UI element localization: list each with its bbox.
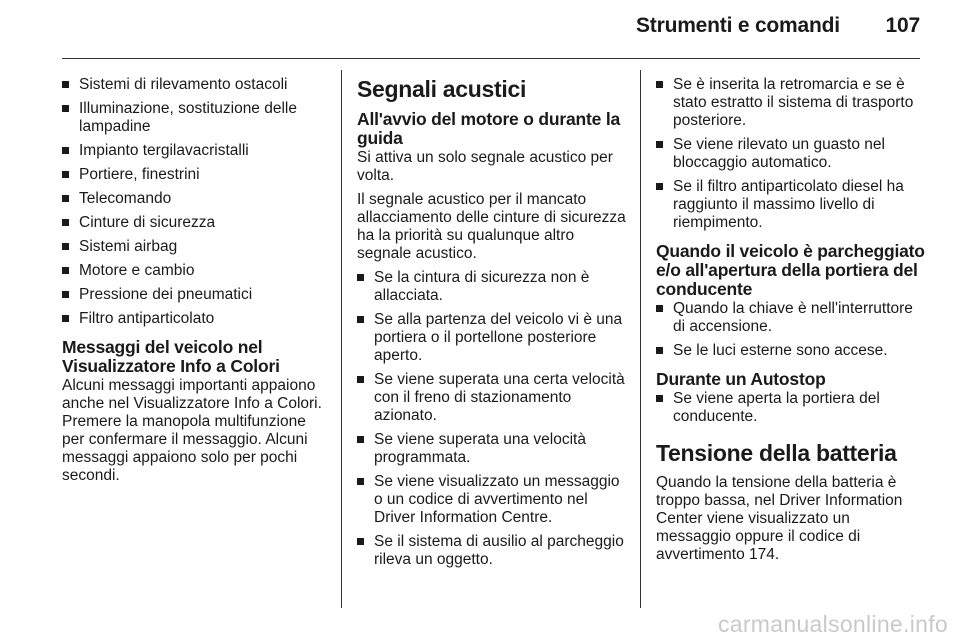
- section-heading: Segnali acustici: [357, 76, 527, 102]
- page-number: 107: [885, 14, 920, 37]
- page-title: Strumenti e comandi: [636, 14, 840, 37]
- list-item: Pressione dei pneumatici: [62, 286, 328, 304]
- column-1: [62, 76, 328, 491]
- list-item: Se è inserita la retromarcia e se è stato estratto il sistema di trasporto posteriore.: [656, 76, 926, 130]
- list-item: Motore e cambio: [62, 262, 328, 280]
- list-item: Filtro antiparticolato: [62, 310, 328, 328]
- subsection-heading: All'avvio del motore o durante la guida: [357, 109, 621, 148]
- header-rule: [62, 58, 920, 59]
- list-item: Telecomando: [62, 190, 328, 208]
- list-item: Sistemi airbag: [62, 238, 328, 256]
- paragraph: Si attiva un solo segnale acustico per volta.: [357, 149, 613, 184]
- list-item: Se il sistema di ausilio al parcheggio rileva un oggetto.: [357, 533, 627, 569]
- list-item: Impianto tergilavacristalli: [62, 142, 328, 160]
- list-item: Portiere, finestrini: [62, 166, 328, 184]
- list-item: Illuminazione, sostituzione delle lampadine: [62, 100, 328, 136]
- list-item: Se viene visualizzato un messaggio o un codice di avvertimento nel Driver Information Centre.: [357, 473, 627, 527]
- page-header: [636, 14, 920, 38]
- column-3: [656, 76, 926, 570]
- list-item: Quando la chiave è nell'interruttore di accensione.: [656, 300, 926, 336]
- list-item: Sistemi di rilevamento ostacoli: [62, 76, 328, 94]
- list-item: Se alla partenza del veicolo vi è una portiera o il portellone posteriore aperto.: [357, 311, 627, 365]
- list-item: Se le luci esterne sono accese.: [656, 342, 926, 360]
- section-heading: Messaggi del veicolo nel Visualizzatore Info a Colori: [62, 337, 280, 376]
- list-item: Se la cintura di sicurezza non è allacciata.: [357, 269, 627, 305]
- column-divider: [640, 70, 641, 608]
- list-item: Se viene superata una certa velocità con il freno di stazionamento azionato.: [357, 371, 627, 425]
- condition-list: [656, 390, 926, 426]
- watermark: carmanualsonline.info: [717, 611, 948, 637]
- section-heading: Tensione della batteria: [656, 440, 897, 466]
- subsection-heading: Quando il veicolo è parcheggiato e/o all'apertura della portiera del conducente: [656, 241, 925, 299]
- paragraph: Quando la tensione della batteria è troppo bassa, nel Driver Information Center viene visualizzato un messaggio oppure il codice di avvertimento 174.: [656, 474, 903, 563]
- list-item: Se il filtro antiparticolato diesel ha raggiunto il massimo livello di riempimento.: [656, 178, 926, 232]
- list-item: Se viene aperta la portiera del conducente.: [656, 390, 926, 426]
- paragraph: Alcuni messaggi importanti appaiono anche nel Visualizzatore Info a Colori. Premere la manopola multifunzione per confermare il messaggio. Alcuni messaggi appaiono solo per pochi secondi.: [62, 377, 322, 484]
- column-2: [357, 76, 627, 575]
- paragraph: Il segnale acustico per il mancato allacciamento delle cinture di sicurezza ha la priorità su qualunque altro segnale acustico.: [357, 191, 626, 262]
- condition-list: [656, 300, 926, 360]
- condition-list: [357, 269, 627, 569]
- list-item: Se viene superata una velocità programmata.: [357, 431, 627, 467]
- subsection-heading: Durante un Autostop: [656, 369, 826, 389]
- condition-list: [656, 76, 926, 232]
- column-divider: [341, 70, 342, 608]
- list-item: Se viene rilevato un guasto nel bloccaggio automatico.: [656, 136, 926, 172]
- list-item: Cinture di sicurezza: [62, 214, 328, 232]
- topic-list: [62, 76, 328, 328]
